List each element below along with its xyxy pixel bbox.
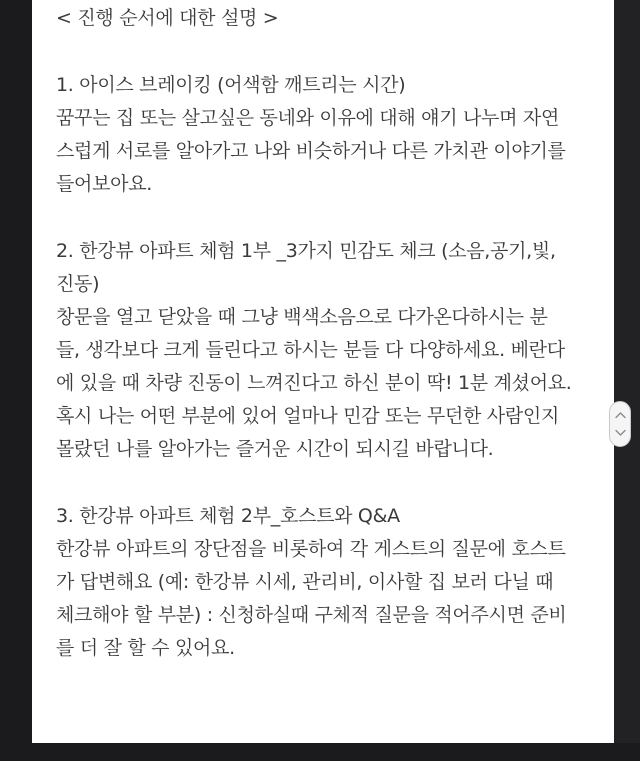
document-text bbox=[56, 2, 608, 665]
section-heading: < 진행 순서에 대한 설명 > bbox=[56, 7, 279, 29]
chevron-down-icon[interactable] bbox=[615, 429, 626, 437]
window-frame-right bbox=[614, 0, 640, 761]
section-2-text-line: 혹시 나는 어떤 부분에 있어 얼마나 민감 또는 무던한 사람인지 bbox=[56, 405, 560, 427]
window-frame-left bbox=[0, 0, 32, 761]
section-2-text-line: 창문을 열고 닫았을 때 그냥 백색소음으로 다가온다하시는 분 bbox=[56, 306, 548, 328]
page-scroll-control[interactable] bbox=[609, 401, 631, 447]
section-3-text-line: 한강뷰 아파트의 장단점을 비롯하여 각 게스트의 질문에 호스트 bbox=[56, 538, 566, 560]
window-frame-bottom bbox=[0, 743, 640, 761]
document-page bbox=[32, 0, 614, 743]
chevron-up-icon[interactable] bbox=[615, 411, 626, 419]
section-2-title: 2. 한강뷰 아파트 체험 1부 _3가지 민감도 체크 (소음,공기,빛, bbox=[56, 240, 556, 262]
section-2-text-line: 에 있을 때 차량 진동이 느껴진다고 하신 분이 딱! 1분 계셨어요. bbox=[56, 372, 572, 394]
section-1-text-line: 들어보아요. bbox=[56, 173, 153, 195]
spacer bbox=[56, 201, 608, 235]
section-2-text-line: 들, 생각보다 크게 들린다고 하시는 분들 다 다양하세요. 베란다 bbox=[56, 339, 565, 361]
section-1-text-line: 꿈꾸는 집 또는 살고싶은 동네와 이유에 대해 얘기 나누며 자연 bbox=[56, 107, 560, 129]
section-3-title: 3. 한강뷰 아파트 체험 2부_호스트와 Q&A bbox=[56, 505, 400, 527]
spacer bbox=[56, 35, 608, 69]
spacer bbox=[56, 466, 608, 500]
section-2-text-line: 몰랐던 나를 알아가는 즐거운 시간이 되시길 바랍니다. bbox=[56, 438, 494, 460]
section-1-title: 1. 아이스 브레이킹 (어색함 깨트리는 시간) bbox=[56, 74, 406, 96]
section-1-text-line: 스럽게 서로를 알아가고 나와 비슷하거나 다른 가치관 이야기를 bbox=[56, 140, 566, 162]
section-2-title-continued: 진동) bbox=[56, 273, 100, 295]
section-3-text-line: 가 답변해요 (예: 한강뷰 시세, 관리비, 이사할 집 보러 다닐 때 bbox=[56, 571, 554, 593]
section-3-text-line: 체크해야 할 부분) : 신청하실때 구체적 질문을 적어주시면 준비 bbox=[56, 604, 567, 626]
section-3-text-line: 를 더 잘 할 수 있어요. bbox=[56, 637, 235, 659]
